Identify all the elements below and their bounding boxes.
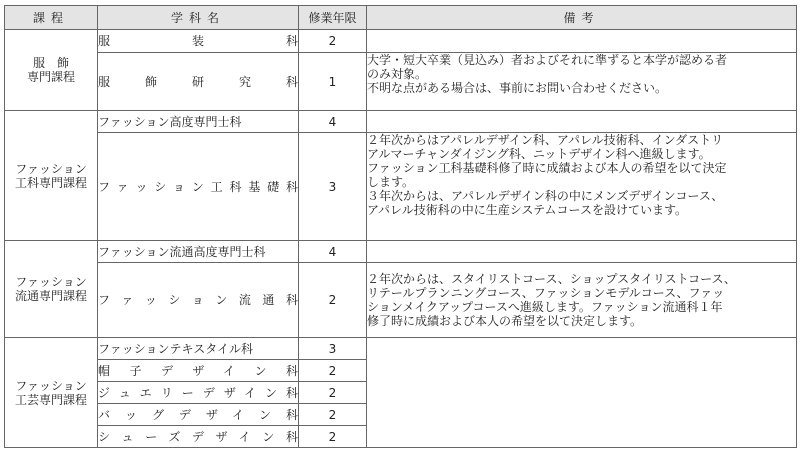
- table-row: [5, 241, 797, 263]
- years-cell: 3: [299, 133, 367, 241]
- course-line: ファッション: [15, 378, 87, 393]
- header-years: 修業年限: [299, 6, 367, 30]
- years-cell: 2: [299, 382, 367, 404]
- remarks-line: ２年次からは、スタイリストコース、ショップスタイリストコース、: [367, 272, 736, 286]
- remarks-line: ションメイクアップコースへ進級します。ファッション流通科１年: [367, 300, 723, 314]
- department-cell: ファッション工科基礎科: [98, 133, 299, 241]
- header-department: 学科名: [98, 6, 299, 30]
- years-cell: 2: [299, 426, 367, 448]
- remarks-line: ファッション工科基礎科修了時に成績および本人の希望を以て決定: [367, 161, 727, 175]
- course-cell: [5, 338, 98, 448]
- table-row: [5, 338, 797, 360]
- years-cell: 4: [299, 241, 367, 263]
- remarks-line: ３年次からは、アパレルデザイン科の中にメンズデザインコース、: [367, 189, 724, 203]
- years-cell: 1: [299, 53, 367, 111]
- years-cell: 4: [299, 111, 367, 133]
- remarks-line: 不明な点がある場合は、事前にお問い合わせください。: [367, 81, 668, 95]
- remarks-line: アルマーチャンダイジング科、ニットデザイン科へ進級します。: [367, 147, 711, 161]
- course-line: ファッション: [15, 275, 87, 289]
- remarks-line: アパレル技術科の中に生産システムコースを設けています。: [367, 203, 687, 217]
- header-course: 課程: [5, 6, 98, 30]
- department-cell: シューズデザイン科: [98, 426, 299, 448]
- header-remarks: 備考: [367, 6, 797, 30]
- table-row: [5, 111, 797, 133]
- years-cell: 2: [299, 404, 367, 426]
- remarks-cell: [367, 338, 797, 448]
- remarks-cell: [367, 133, 797, 241]
- remarks-cell: [367, 263, 797, 338]
- course-cell: [5, 30, 98, 111]
- table-row: [5, 30, 797, 53]
- remarks-cell: [367, 53, 797, 111]
- course-line: 専門課程: [26, 70, 75, 84]
- remarks-line: ２年次からはアパレルデザイン科、アパレル技術科、インダストリ: [367, 133, 724, 147]
- department-cell: ファッション高度専門士科: [98, 111, 299, 133]
- table-row: [5, 263, 797, 338]
- remarks-line: のみ対象。: [367, 67, 428, 81]
- course-line: ファッション: [15, 161, 87, 176]
- remarks-line: 大学・短大卒業（見込み）者およびそれに準ずると本学が認める者: [367, 53, 728, 67]
- header-row: [5, 6, 797, 30]
- remarks-cell: [367, 241, 797, 263]
- remarks-cell: [367, 111, 797, 133]
- course-line: 服 飾: [32, 56, 69, 70]
- curriculum-table: [4, 5, 797, 448]
- years-cell: 3: [299, 338, 367, 360]
- course-line: 工芸専門課程: [14, 392, 87, 407]
- remarks-line: 修了時に成績および本人の希望を以て決定します。: [367, 314, 643, 328]
- years-cell: 2: [299, 30, 367, 53]
- department-cell: ジュエリーデザイン科: [98, 382, 299, 404]
- remarks-line: リテールプランニングコース、ファッションモデルコース、ファッ: [367, 286, 725, 300]
- course-cell: [5, 241, 98, 338]
- remarks-line: します。: [367, 175, 415, 189]
- course-line: 工科専門課程: [14, 175, 87, 190]
- department-cell: 帽子デザイン科: [98, 360, 299, 382]
- table-row: [5, 53, 797, 111]
- years-cell: 2: [299, 360, 367, 382]
- remarks-cell: [367, 30, 797, 53]
- department-cell: ファッション流通科: [98, 263, 299, 338]
- department-cell: 服装科: [98, 30, 299, 53]
- department-cell: ファッションテキスタイル科: [98, 338, 299, 360]
- years-cell: 2: [299, 263, 367, 338]
- department-cell: ファッション流通高度専門士科: [98, 241, 299, 263]
- table-row: [5, 133, 797, 241]
- department-cell: バッグデザイン科: [98, 404, 299, 426]
- course-cell: [5, 111, 98, 241]
- department-cell: 服飾研究科: [98, 53, 299, 111]
- course-line: 流通専門課程: [14, 289, 87, 303]
